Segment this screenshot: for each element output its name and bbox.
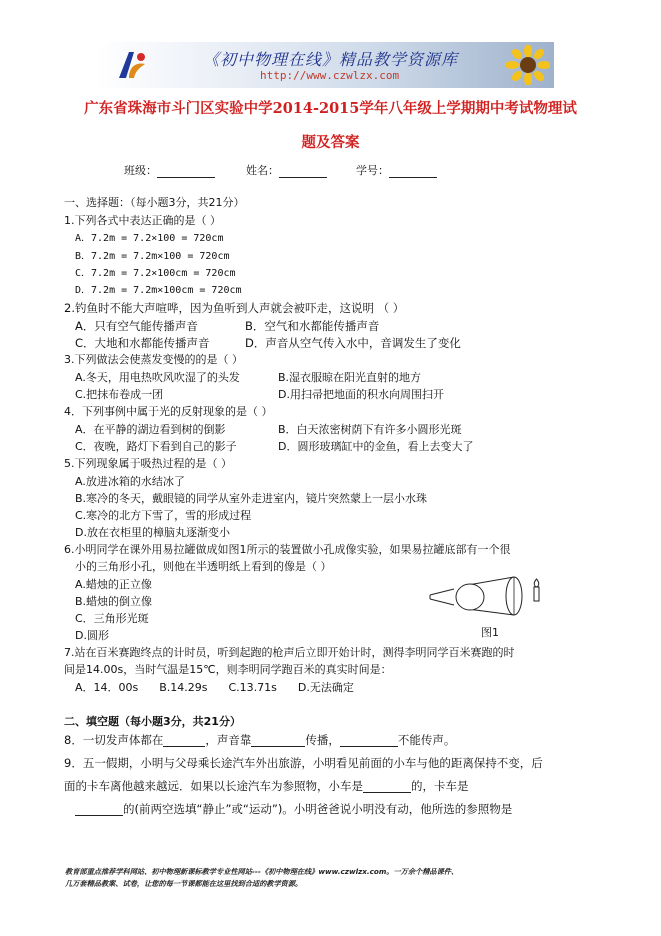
question-7-stem-line2: 间是14.00s，当时气温是15℃，则李明同学跑百米的真实时间是： xyxy=(64,663,392,676)
question-8-part2: ，声音靠 xyxy=(205,733,252,747)
question-9-blank-1[interactable] xyxy=(363,780,411,793)
question-6-stem-line2: 小的三角形小孔，则他在半透明纸上看到的像是（ ） xyxy=(75,560,332,573)
question-5-option-a: A.放进冰箱的水结冰了 xyxy=(75,475,185,488)
student-id-field xyxy=(356,162,437,178)
question-4-option-d: D．圆形玻璃缸中的金鱼，看上去变大了 xyxy=(278,440,474,453)
banner-url: http://www.czwlzx.com xyxy=(260,69,400,82)
section-heading-fill-in: 二、填空题（每小题3分，共21分） xyxy=(64,715,241,728)
question-7-stem-line1: 7.站在百米赛跑终点的计时员，听到起跑的枪声后立即开始计时，测得李明同学百米赛跑的时 xyxy=(64,646,515,659)
student-id-blank[interactable] xyxy=(389,165,437,178)
question-9-part1: 面的卡车离他越来越远．如果以长途汽车为参照物，小车是 xyxy=(64,779,363,793)
question-9-line3 xyxy=(75,802,512,816)
question-6-option-c: C．三角形光斑 xyxy=(75,612,149,625)
question-8-blank-1[interactable] xyxy=(163,734,205,747)
document-title-line1: 广东省珠海市斗门区实验中学2014-2015学年八年级上学期期中考试物理试 xyxy=(84,100,577,117)
question-7-options: A．14．00s B.14.29s C.13.71s D.无法确定 xyxy=(75,681,354,694)
question-2-option-c: C．大地和水都能传播声音 xyxy=(75,336,210,350)
question-8-blank-3[interactable] xyxy=(340,734,398,747)
question-3-option-c: C.把抹布卷成一团 xyxy=(75,388,164,401)
question-9-blank-2[interactable] xyxy=(75,803,123,816)
figure-1-caption: 图1 xyxy=(481,626,499,639)
site-logo-icon xyxy=(115,48,149,82)
document-title-line2: 题及答案 xyxy=(301,134,360,151)
question-5-option-b: B.寒冷的冬天，戴眼镜的同学从室外走进室内，镜片突然蒙上一层小水珠 xyxy=(75,492,428,505)
class-blank[interactable] xyxy=(157,165,215,178)
site-banner xyxy=(95,42,554,88)
question-4-option-a: A．在平静的湖边看到树的倒影 xyxy=(75,423,226,436)
class-label: 班级： xyxy=(124,164,157,177)
question-5-option-d: D.放在衣柜里的樟脑丸逐渐变小 xyxy=(75,526,230,539)
section-heading-choice: 一、选择题：（每小题3分，共21分） xyxy=(64,196,245,209)
question-1-option-c: C．7.2m = 7.2×100cm = 720cm xyxy=(75,268,236,279)
footer-line2: 几万套精品教案、试卷，让您的每一节课都能在这里找到合适的教学资源。 xyxy=(65,879,303,888)
question-1-option-b: B．7.2m = 7.2m×100 = 720cm xyxy=(75,251,230,262)
question-4-stem: 4．下列事例中属于光的反射现象的是（ ） xyxy=(64,405,273,418)
question-8 xyxy=(64,733,455,747)
question-8-blank-2[interactable] xyxy=(251,734,305,747)
question-9-part3: 的(前两空选填“静止”或“运动”)。小明爸爸说小明没有动，他所选的参照物是 xyxy=(123,802,513,816)
question-2-option-b: B．空气和水都能传播声音 xyxy=(245,319,380,333)
question-9-part2: 的，卡车是 xyxy=(411,779,469,793)
question-1-option-d: D．7.2m = 7.2m×100cm = 720cm xyxy=(75,285,242,296)
name-field xyxy=(246,162,327,178)
banner-title: 《初中物理在线》精品教学资源库 xyxy=(203,50,459,69)
question-9-line1: 9．五一假期，小明与父母乘长途汽车外出旅游，小明看见前面的小车与他的距离保持不变，后 xyxy=(64,756,543,770)
question-8-part1: 8．一切发声体都在 xyxy=(64,733,164,747)
question-1-option-a: A．7.2m = 7.2×100 = 720cm xyxy=(75,233,224,244)
question-8-part4: 不能传声。 xyxy=(397,733,456,747)
question-2-option-d: D．声音从空气传入水中，音调发生了变化 xyxy=(245,336,461,350)
name-label: 姓名： xyxy=(246,164,279,177)
sunflower-icon xyxy=(506,45,550,85)
question-8-part3: 传播， xyxy=(305,733,340,747)
question-3-option-b: B.湿衣服晾在阳光直射的地方 xyxy=(278,371,422,384)
student-id-label: 学号： xyxy=(356,164,389,177)
question-6-stem-line1: 6.小明同学在课外用易拉罐做成如图1所示的装置做小孔成像实验，如果易拉罐底部有一个很 xyxy=(64,543,511,556)
question-4-option-b: B．白天浓密树荫下有许多小圆形光斑 xyxy=(278,423,462,436)
question-5-option-c: C.寒冷的北方下雪了，雪的形成过程 xyxy=(75,509,252,522)
question-6-option-d: D.圆形 xyxy=(75,629,109,642)
question-6-option-a: A.蜡烛的正立像 xyxy=(75,578,152,591)
class-field xyxy=(124,162,215,178)
question-2-option-a: A．只有空气能传播声音 xyxy=(75,319,198,333)
question-3-stem: 3.下列做法会使蒸发变慢的的是（ ） xyxy=(64,353,243,366)
name-blank[interactable] xyxy=(279,165,327,178)
question-4-option-c: C．夜晚，路灯下看到自己的影子 xyxy=(75,440,237,453)
question-3-option-d: D.用扫帚把地面的积水向周围扫开 xyxy=(278,388,444,401)
question-6-option-b: B.蜡烛的倒立像 xyxy=(75,595,153,608)
question-3-option-a: A.冬天，用电热吹风吹湿了的头发 xyxy=(75,371,240,384)
footer-line1: 教育部重点推荐学科网站、初中物理新课标教学专业性网站---《初中物理在线》www.czwlzx.com。一万余个精品课件、 xyxy=(65,867,459,876)
question-5-stem: 5.下列现象属于吸热过程的是（ ） xyxy=(64,457,232,470)
question-1-stem: 1.下列各式中表达正确的是（ ） xyxy=(64,214,221,227)
question-2-stem: 2.钓鱼时不能大声喧哗，因为鱼听到人声就会被吓走，这说明 （ ） xyxy=(64,301,405,315)
question-9-line2 xyxy=(64,779,469,793)
